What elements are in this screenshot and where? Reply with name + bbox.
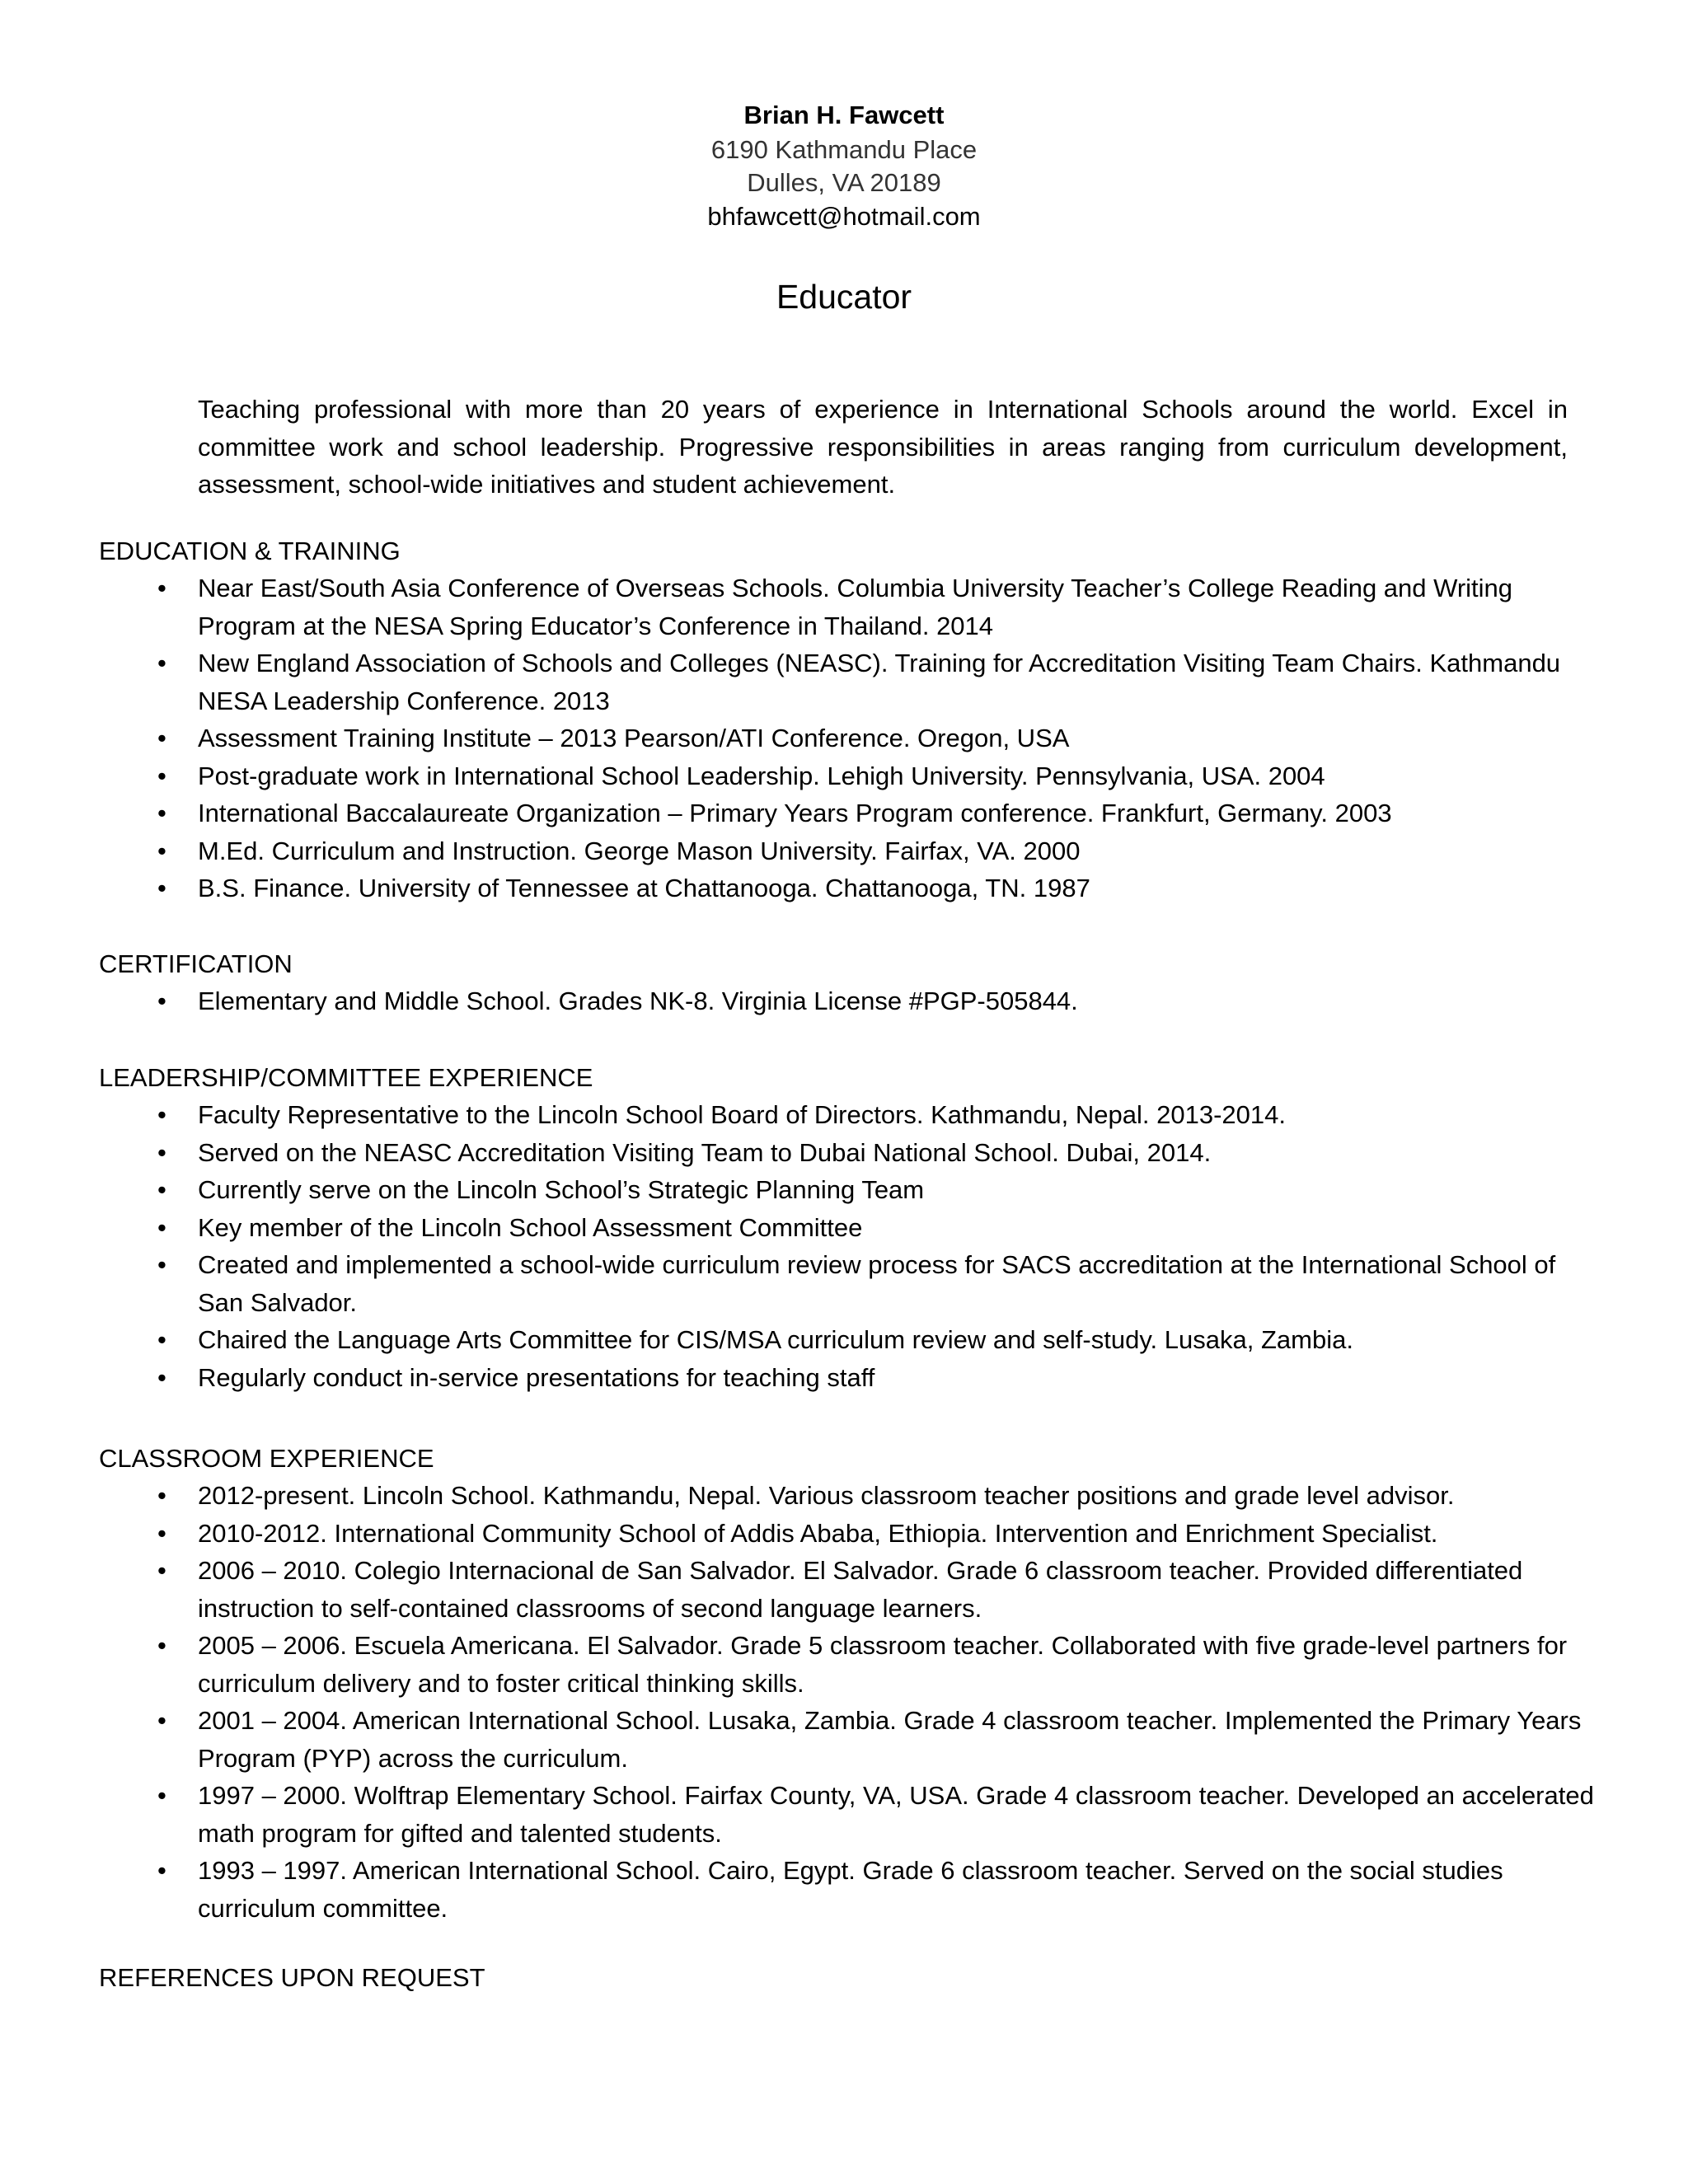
professional-summary: Teaching professional with more than 20 years of experience in International Schools around the world. Excel in committee work and school leadership. Progressive responsibilities in areas ranging from curriculum development, assessment, school-wide initiatives and student achievement. bbox=[198, 395, 1568, 499]
email-address: bhfawcett@hotmail.com bbox=[707, 202, 981, 231]
list-item-text: International Baccalaureate Organization – Primary Years Program conference. Frankfurt, Germany. 2003 bbox=[198, 799, 1392, 827]
candidate-name: Brian H. Fawcett bbox=[743, 101, 945, 129]
address-line-1: 6190 Kathmandu Place bbox=[710, 135, 978, 164]
bullet-icon: • bbox=[157, 1556, 166, 1585]
bullet-icon: • bbox=[157, 1856, 166, 1885]
address-line-2: Dulles, VA 20189 bbox=[747, 168, 941, 197]
section-heading: CERTIFICATION bbox=[99, 949, 293, 978]
list-item-text: New England Association of Schools and Colleges (NEASC). Training for Accreditation Visiting Team Chairs. Kathmandu NESA Leadership Conference. 2013 bbox=[198, 649, 1561, 715]
bullet-icon: • bbox=[157, 1518, 166, 1548]
list-item bbox=[99, 982, 1599, 1020]
bullet-icon: • bbox=[157, 1481, 166, 1510]
list-item bbox=[99, 757, 1599, 795]
section-heading: LEADERSHIP/COMMITTEE EXPERIENCE bbox=[99, 1063, 593, 1092]
classroom-section bbox=[99, 1441, 1599, 1927]
list-item-text: Created and implemented a school-wide curriculum review process for SACS accreditation at the International School of San Salvador. bbox=[198, 1250, 1556, 1317]
list-item bbox=[99, 869, 1599, 907]
section-heading: EDUCATION & TRAINING bbox=[99, 537, 401, 565]
references-note: REFERENCES UPON REQUEST bbox=[99, 1963, 485, 1992]
bullet-icon: • bbox=[157, 1250, 166, 1279]
bullet-icon: • bbox=[157, 724, 166, 752]
list-item bbox=[99, 1777, 1599, 1852]
bullet-icon: • bbox=[157, 874, 166, 902]
classroom-list bbox=[99, 1477, 1599, 1927]
list-item-text: Assessment Training Institute – 2013 Pearson/ATI Conference. Oregon, USA bbox=[198, 724, 1070, 752]
list-item bbox=[99, 569, 1599, 644]
list-item-text: 2005 – 2006. Escuela Americana. El Salvador. Grade 5 classroom teacher. Collaborated with five grade-level partners for curriculum delivery and to foster critical thinking skills. bbox=[198, 1631, 1568, 1698]
list-item-text: Served on the NEASC Accreditation Visiting Team to Dubai National School. Dubai, 2014. bbox=[198, 1137, 1212, 1167]
list-item-text: 2012-present. Lincoln School. Kathmandu, Nepal. Various classroom teacher positions and grade level advisor. bbox=[198, 1481, 1455, 1510]
list-item-text: Currently serve on the Lincoln School’s Strategic Planning Team bbox=[198, 1175, 925, 1204]
list-item bbox=[99, 1477, 1599, 1515]
list-item bbox=[99, 1096, 1599, 1134]
list-item bbox=[99, 1321, 1599, 1359]
bullet-icon: • bbox=[157, 649, 166, 677]
bullet-icon: • bbox=[157, 987, 166, 1015]
list-item bbox=[99, 1515, 1599, 1553]
list-item-text: Key member of the Lincoln School Assessment Committee bbox=[198, 1212, 863, 1242]
list-item-text: Chaired the Language Arts Committee for CIS/MSA curriculum review and self-study. Lusaka, Zambia. bbox=[198, 1325, 1353, 1354]
list-item-text: 1993 – 1997. American International School. Cairo, Egypt. Grade 6 classroom teacher. Served on the social studies curriculum committee. bbox=[198, 1856, 1503, 1923]
list-item-text: 2001 – 2004. American International School. Lusaka, Zambia. Grade 4 classroom teacher. Implemented the Primary Years Program (PYP) across the curriculum. bbox=[198, 1706, 1582, 1773]
list-item bbox=[99, 794, 1599, 832]
list-item bbox=[99, 1209, 1599, 1247]
list-item-text: 2006 – 2010. Colegio Internacional de San Salvador. El Salvador. Grade 6 classroom teacher. Provided differentiated instruction to self-contained classrooms of second language learners. bbox=[198, 1556, 1523, 1623]
leadership-list bbox=[99, 1096, 1599, 1396]
list-item-text: Near East/South Asia Conference of Overseas Schools. Columbia University Teacher’s College Reading and Writing Program at the NESA Spring Educator’s Conference in Thailand. 2014 bbox=[198, 574, 1513, 640]
list-item-text: 1997 – 2000. Wolftrap Elementary School. Fairfax County, VA, USA. Grade 4 classroom teacher. Developed an accelerated math program for gifted and talented students. bbox=[198, 1781, 1594, 1848]
list-item bbox=[99, 719, 1599, 757]
education-section bbox=[99, 533, 1599, 907]
bullet-icon: • bbox=[157, 1175, 166, 1204]
list-item bbox=[99, 832, 1599, 870]
leadership-section bbox=[99, 1060, 1599, 1396]
bullet-icon: • bbox=[157, 1781, 166, 1810]
bullet-icon: • bbox=[157, 836, 166, 865]
list-item-text: Post-graduate work in International School Leadership. Lehigh University. Pennsylvania, USA. 2004 bbox=[198, 761, 1325, 790]
bullet-icon: • bbox=[157, 1137, 166, 1167]
list-item bbox=[99, 1171, 1599, 1209]
bullet-icon: • bbox=[157, 1631, 166, 1660]
resume-title: Educator bbox=[776, 278, 912, 316]
list-item bbox=[99, 1552, 1599, 1627]
list-item bbox=[99, 1852, 1599, 1927]
list-item-text: B.S. Finance. University of Tennessee at Chattanooga. Chattanooga, TN. 1987 bbox=[198, 874, 1090, 902]
list-item-text: Faculty Representative to the Lincoln School Board of Directors. Kathmandu, Nepal. 2013-2014. bbox=[198, 1100, 1286, 1129]
list-item bbox=[99, 1134, 1599, 1172]
certification-section bbox=[99, 946, 1599, 1020]
list-item bbox=[99, 644, 1599, 719]
list-item bbox=[99, 1702, 1599, 1777]
list-item bbox=[99, 1246, 1599, 1321]
list-item bbox=[99, 1627, 1599, 1702]
bullet-icon: • bbox=[157, 1212, 166, 1242]
list-item-text: Elementary and Middle School. Grades NK-8. Virginia License #PGP-505844. bbox=[198, 987, 1078, 1015]
contact-header bbox=[0, 97, 1688, 234]
bullet-icon: • bbox=[157, 1706, 166, 1735]
list-item bbox=[99, 1359, 1599, 1397]
list-item-text: Regularly conduct in-service presentations for teaching staff bbox=[198, 1362, 875, 1392]
education-list bbox=[99, 569, 1599, 907]
list-item-text: M.Ed. Curriculum and Instruction. George Mason University. Fairfax, VA. 2000 bbox=[198, 836, 1081, 865]
bullet-icon: • bbox=[157, 761, 166, 790]
list-item-text: 2010-2012. International Community School of Addis Ababa, Ethiopia. Intervention and Enrichment Specialist. bbox=[198, 1518, 1438, 1548]
bullet-icon: • bbox=[157, 574, 166, 602]
section-heading: CLASSROOM EXPERIENCE bbox=[99, 1444, 434, 1473]
bullet-icon: • bbox=[157, 1100, 166, 1129]
bullet-icon: • bbox=[157, 1325, 166, 1354]
bullet-icon: • bbox=[157, 799, 166, 827]
bullet-icon: • bbox=[157, 1362, 166, 1392]
certification-list bbox=[99, 982, 1599, 1020]
